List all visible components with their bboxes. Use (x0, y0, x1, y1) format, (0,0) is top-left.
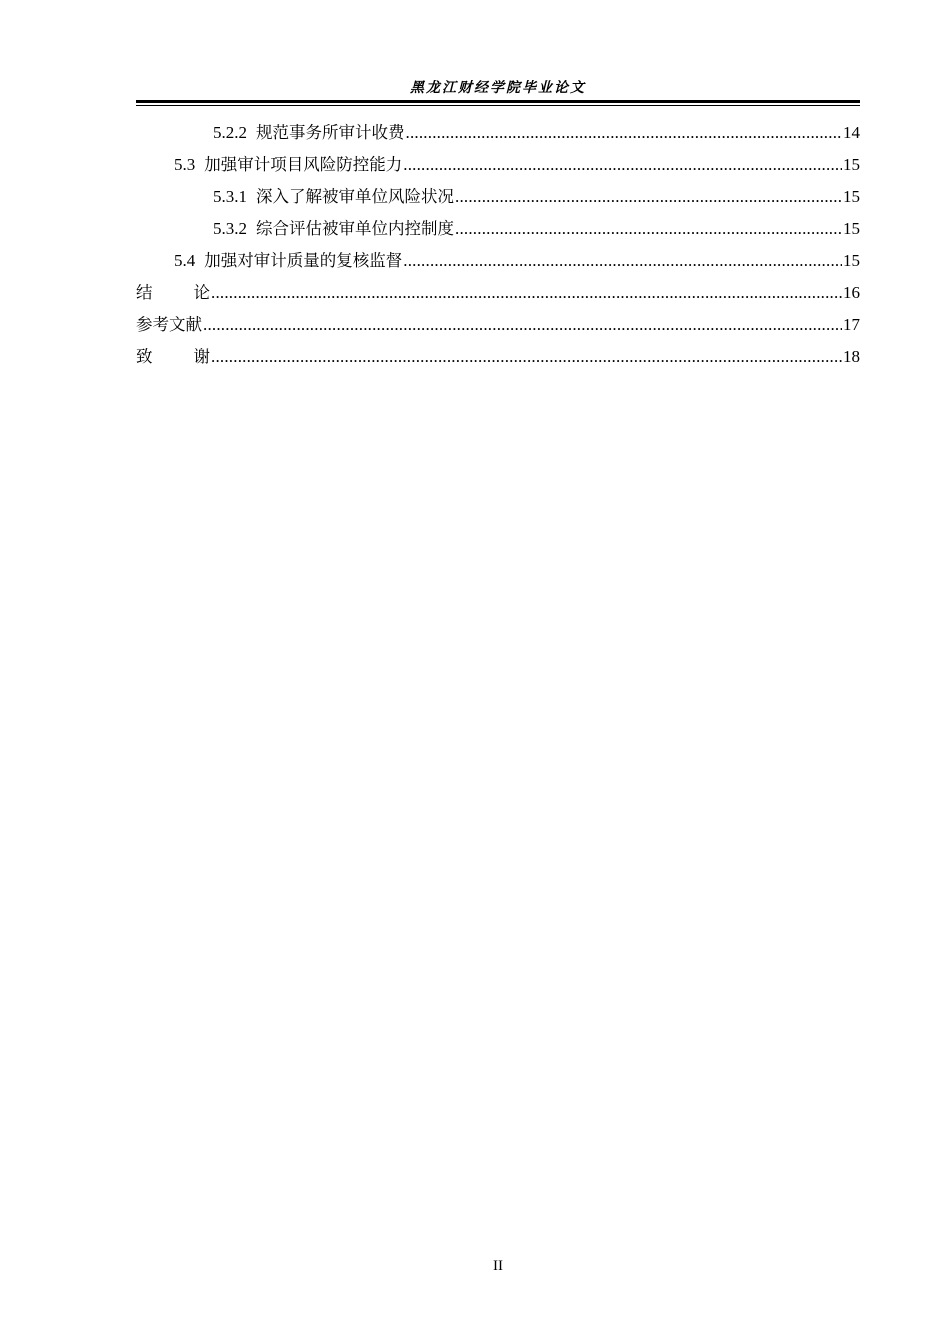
page-header-title: 黑龙江财经学院毕业论文 (410, 80, 586, 96)
toc-entry-page: 17 (843, 315, 860, 334)
toc-entry-number: 5.3 (174, 155, 196, 174)
toc-entry-5-2-2[interactable] (136, 117, 860, 149)
toc-entry-title: 加强对审计质量的复核监督 (204, 251, 403, 270)
toc-entry-title: 加强审计项目风险防控能力 (204, 155, 403, 174)
toc-entry-page: 15 (843, 187, 860, 206)
toc-entry-5-3[interactable] (136, 149, 860, 181)
toc-dot-leader (406, 117, 843, 149)
toc-dot-leader (211, 341, 842, 373)
toc-entry-page: 16 (843, 283, 860, 302)
toc-entry-5-3-1[interactable] (136, 181, 860, 213)
toc-entry-number: 5.4 (174, 251, 196, 270)
page-number: II (493, 1258, 503, 1274)
toc-entry-title: 结论 (136, 283, 251, 302)
toc-entry-page: 15 (843, 155, 860, 174)
toc-entry-5-4[interactable] (136, 245, 860, 277)
toc-entry-page: 14 (843, 123, 860, 142)
toc-dot-leader (455, 213, 842, 245)
toc-entry-title: 深入了解被审单位风险状况 (256, 187, 454, 206)
toc-dot-leader (403, 245, 842, 277)
toc-dot-leader (211, 277, 842, 309)
header-rule-thick (136, 100, 860, 103)
table-of-contents (136, 117, 860, 373)
toc-dot-leader (455, 181, 842, 213)
toc-entry-title: 规范事务所审计收费 (256, 123, 405, 142)
toc-entry-acknowledgements[interactable] (136, 341, 860, 373)
toc-entry-number: 5.2.2 (213, 123, 247, 142)
toc-dot-leader (203, 309, 842, 341)
toc-entry-page: 15 (843, 251, 860, 270)
toc-entry-references[interactable] (136, 309, 860, 341)
toc-entry-title: 致谢 (136, 347, 251, 366)
toc-entry-title: 参考文献 (136, 315, 202, 334)
toc-dot-leader (403, 149, 842, 181)
toc-entry-number: 5.3.1 (213, 187, 247, 206)
toc-entry-number: 5.3.2 (213, 219, 247, 238)
toc-entry-conclusion[interactable] (136, 277, 860, 309)
header-rule-thin (136, 105, 860, 106)
toc-entry-title: 综合评估被审单位内控制度 (256, 219, 454, 238)
toc-entry-5-3-2[interactable] (136, 213, 860, 245)
toc-entry-page: 15 (843, 219, 860, 238)
toc-entry-page: 18 (843, 347, 860, 366)
